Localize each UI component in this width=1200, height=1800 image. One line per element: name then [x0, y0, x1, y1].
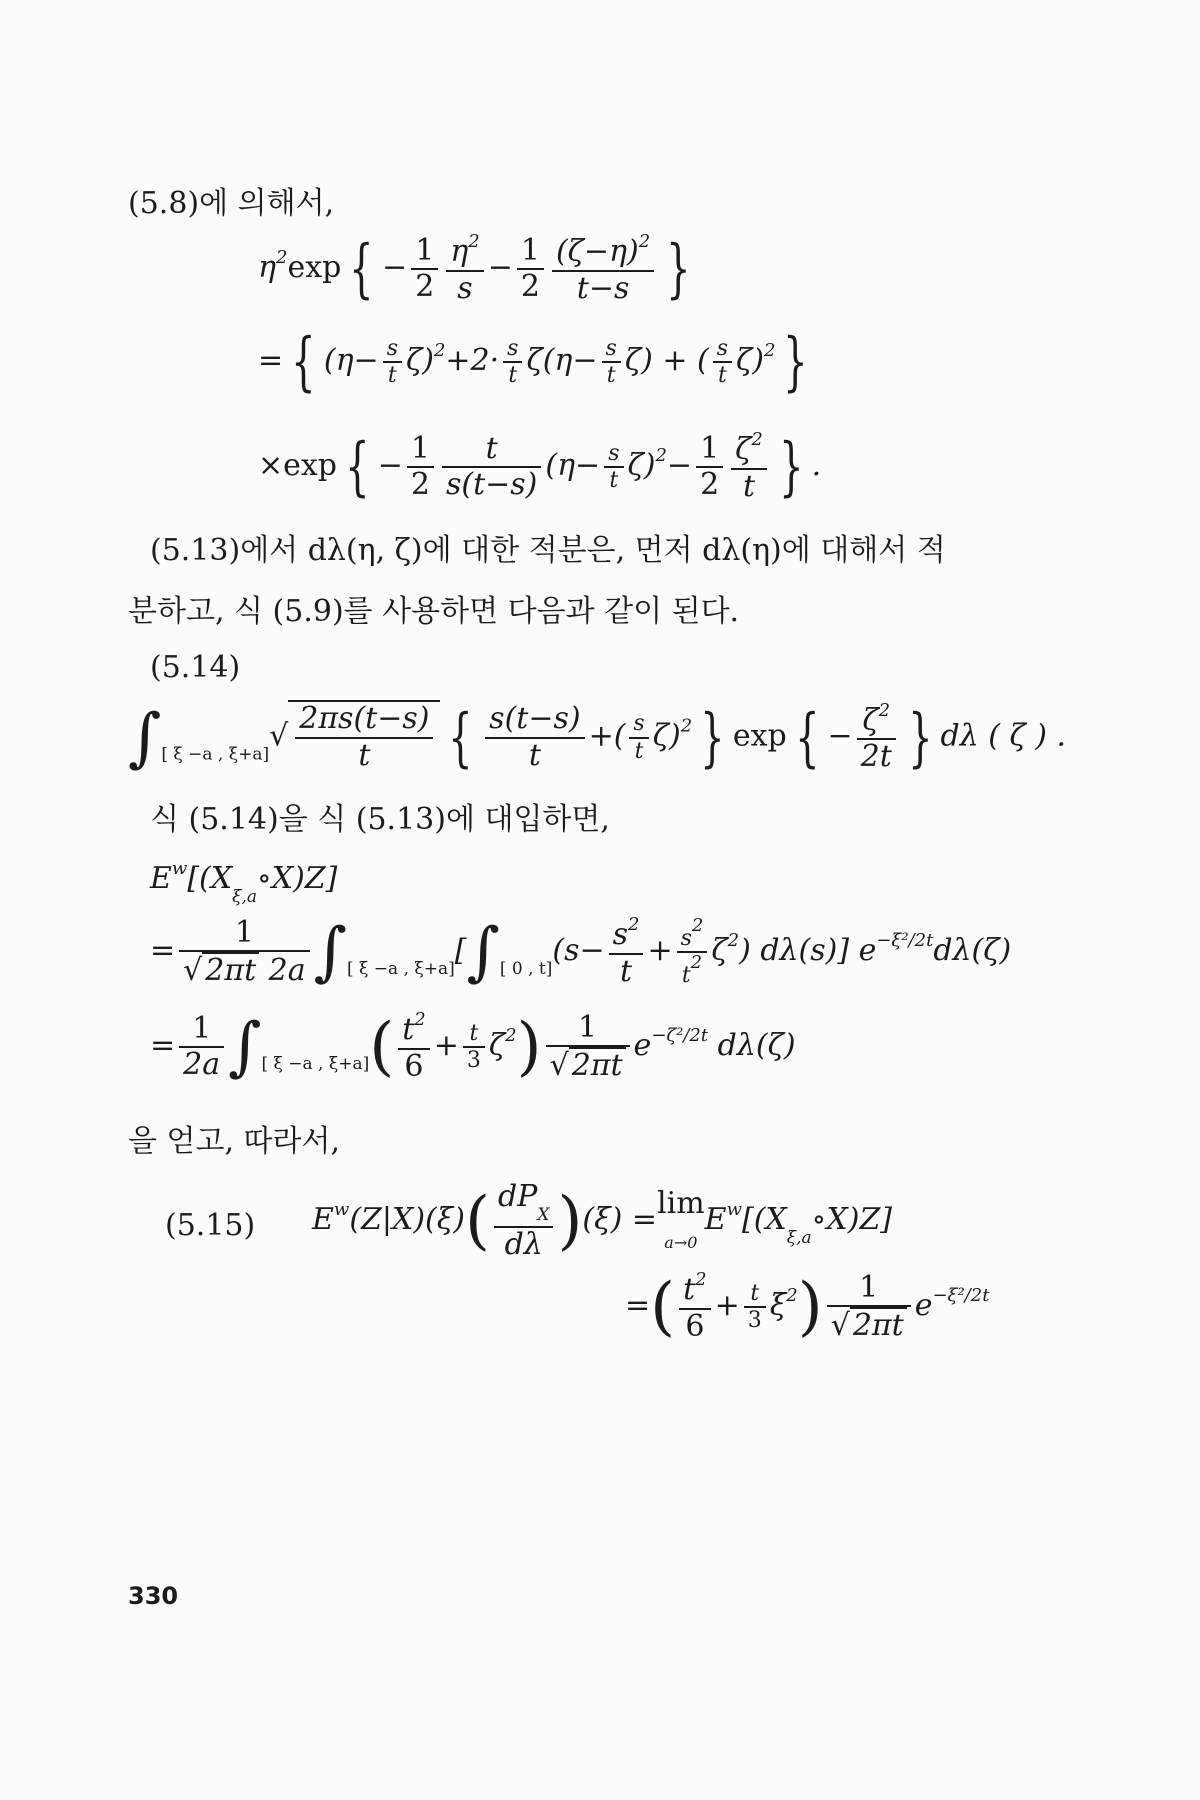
equation-label-5-14: (5.14): [150, 650, 241, 685]
paragraph-intro: (5.8)에 의해서,: [128, 186, 335, 221]
equation-5-15-line1: $E^w(Z|X)(\xi)$( $\frac{dP_X}{d\lambda}$ )(ξ) =lim $a\to 0E^w[(X_{\xi,a}\circ X)Z]$: [312, 1179, 892, 1262]
page-number: 330: [128, 1582, 179, 1610]
equation-label-5-15: (5.15): [165, 1208, 256, 1243]
equation-5-8-line3: ×exp { − $\frac{1}{2}$ $\frac{t}{s(t-s)}$ (η− $\frac{s}{t}$ ζ)$^2$− $\frac{1}{2}$ $\frac{\zeta^2}{t}$ } .: [258, 429, 822, 504]
equation-5-15-line2: =( $\frac{t^2}{6}$ + $\frac{t}{3}$ $\xi^2$) $\frac{1}{√ 2\pi t}$ $e^{-\xi^2/2t}$: [625, 1269, 990, 1344]
equation-E-line2: = $\frac{1}{√ 2\pi t 2a}$ $\int_{[ \xi -a , \xi+a]}[\int_{[ 0 , t]}(s-$ $\frac{s^2}{t}$ + $\frac{s^2}{t^2}$ $\zeta^2$) dλ(s)] $e^{-\xi^2/2t}d\lambda(\zeta)$: [150, 914, 1012, 989]
equation-E-line3: = $\frac{1}{2a}$ $\int_{[ \xi -a , \xi+a]}$( $\frac{t^2}{6}$ + $\frac{t}{3}$ $\zeta^2$) $\frac{1}{√ 2\pi t}$ $e^{-\zeta^2/2t}$ dλ(ζ): [150, 1009, 796, 1084]
equation-5-14: $\int_{[ \xi -a , \xi+a]}√$ $\frac{2\pi s(t-s)}{t}$ { $\frac{s(t-s)}{t}$ +( $\frac{s}{t}$ ζ)$^2$ } exp { − $\frac{\zeta^2}{2t}$ } dλ ( ζ ) .: [128, 699, 1067, 775]
paragraph-integration-line2: 분하고, 식 (5.9)를 사용하면 다음과 같이 된다.: [128, 594, 740, 629]
equation-5-8-line2: = { (η− $\frac{s}{t}$ ζ)$^2$+2· $\frac{s}{t}$ ζ(η− $\frac{s}{t}$ ζ) + ( $\frac{s}{t}$ ζ)$^2$ }: [258, 325, 809, 399]
paragraph-integration-line1: (5.13)에서 dλ(η, ζ)에 대한 적분은, 먼저 dλ(η)에 대해서 적: [150, 533, 946, 568]
paragraph-substitution: 식 (5.14)을 식 (5.13)에 대입하면,: [150, 802, 610, 837]
equation-5-8-line1: $\eta^2\exp$ { − $\frac{1}{2}$ $\frac{\eta^2}{s}$ − $\frac{1}{2}$ $\frac{(\zeta-\eta)^2}{t-s}$ }: [258, 231, 691, 306]
paragraph-therefore: 을 얻고, 따라서,: [128, 1124, 341, 1159]
equation-E-line1: $E^w[(X_{\xi,a}\circ X)Z]$: [150, 858, 338, 907]
